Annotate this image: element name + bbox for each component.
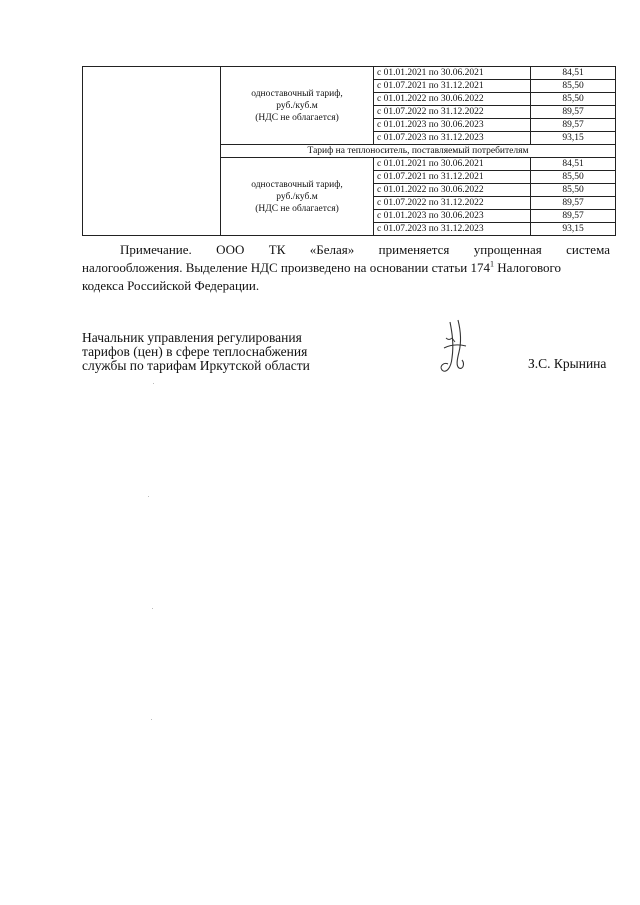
scan-speck — [152, 608, 153, 609]
value-cell: 85,50 — [531, 93, 616, 106]
note-text: Налогового — [493, 260, 562, 275]
tariff-label-line: руб./куб.м — [276, 100, 318, 111]
section-header: Тариф на теплоноситель, поставляемый потребителям — [221, 145, 616, 158]
table-row — [83, 67, 616, 80]
period-cell: с 01.01.2022 по 30.06.2022 — [374, 93, 531, 106]
period-cell: с 01.07.2021 по 31.12.2021 — [374, 171, 531, 184]
period-cell: с 01.01.2022 по 30.06.2022 — [374, 184, 531, 197]
tariff-label-line: одноставочный тариф, — [251, 88, 343, 99]
tariff-table — [82, 66, 616, 236]
value-cell: 89,57 — [531, 106, 616, 119]
value-cell: 89,57 — [531, 119, 616, 132]
value-cell: 84,51 — [531, 158, 616, 171]
note-text: налогообложения. Выделение НДС произведено на основании статьи 174 — [82, 260, 490, 275]
period-cell: с 01.07.2021 по 31.12.2021 — [374, 80, 531, 93]
value-cell: 85,50 — [531, 184, 616, 197]
tariff-label-line: (НДС не облагается) — [255, 203, 339, 214]
period-cell: с 01.07.2023 по 31.12.2023 — [374, 223, 531, 236]
note-paragraph — [82, 241, 610, 295]
note-line — [82, 259, 610, 277]
tariff-label-cell — [221, 67, 374, 145]
value-cell: 85,50 — [531, 171, 616, 184]
note-line: кодекса Российской Федерации. — [82, 278, 260, 293]
value-cell: 93,15 — [531, 223, 616, 236]
signer-name: З.С. Крынина — [528, 356, 607, 371]
tariff-label-line: (НДС не облагается) — [255, 112, 339, 123]
value-cell: 89,57 — [531, 210, 616, 223]
article-superscript: 1 — [489, 259, 494, 269]
scan-speck — [148, 496, 149, 497]
value-cell: 93,15 — [531, 132, 616, 145]
period-cell: с 01.01.2023 по 30.06.2023 — [374, 210, 531, 223]
period-cell: с 01.01.2021 по 30.06.2021 — [374, 158, 531, 171]
value-cell: 85,50 — [531, 80, 616, 93]
tariff-label-cell — [221, 158, 374, 236]
handwritten-signature — [432, 318, 472, 380]
note-line: Примечание. ООО ТК «Белая» применяется упрощенная система — [120, 242, 610, 257]
tariff-label-line: руб./куб.м — [276, 191, 318, 202]
tariff-label-line: одноставочный тариф, — [251, 179, 343, 190]
position-line: службы по тарифам Иркутской области — [82, 358, 310, 373]
value-cell: 84,51 — [531, 67, 616, 80]
empty-left-cell — [83, 67, 221, 236]
period-cell: с 01.07.2022 по 31.12.2022 — [374, 106, 531, 119]
signatory-position — [82, 331, 310, 373]
position-line: Начальник управления регулирования — [82, 330, 302, 345]
period-cell: с 01.07.2022 по 31.12.2022 — [374, 197, 531, 210]
period-cell: с 01.07.2023 по 31.12.2023 — [374, 132, 531, 145]
value-cell: 89,57 — [531, 197, 616, 210]
period-cell: с 01.01.2023 по 30.06.2023 — [374, 119, 531, 132]
position-line: тарифов (цен) в сфере теплоснабжения — [82, 344, 308, 359]
period-cell: с 01.01.2021 по 30.06.2021 — [374, 67, 531, 80]
scan-speck — [151, 719, 152, 720]
scan-speck — [153, 383, 154, 384]
